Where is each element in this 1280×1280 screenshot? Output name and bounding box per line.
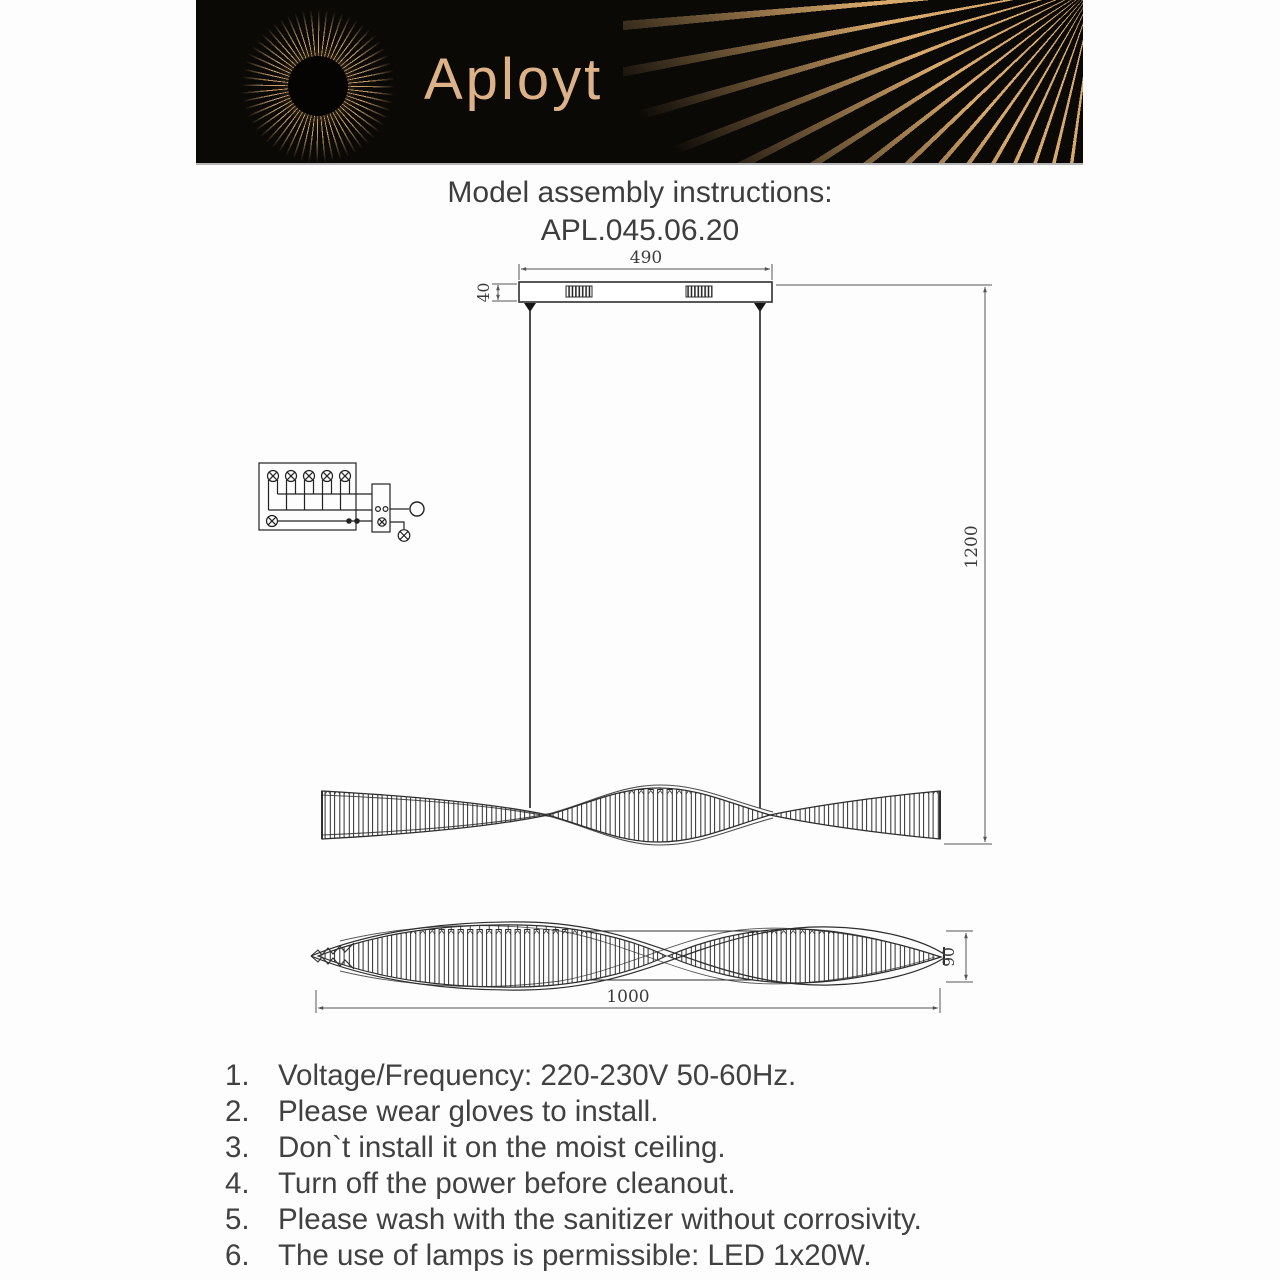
terminal-block — [372, 484, 390, 532]
list-item — [225, 1094, 1225, 1130]
canopy-vent-right — [686, 286, 712, 297]
item-text: Please wash with the sanitizer without corrosivity. — [278, 1203, 922, 1236]
item-text: Voltage/Frequency: 220-230V 50-60Hz. — [278, 1059, 797, 1092]
item-text: The use of lamps is permissible: LED 1x20W. — [278, 1239, 872, 1272]
page-title: Model assembly instructions: — [447, 176, 833, 209]
lamp-symbol-icon — [398, 530, 410, 542]
canopy-top-view — [519, 282, 772, 312]
item-text: Please wear gloves to install. — [278, 1095, 659, 1128]
item-number: 5. — [225, 1203, 250, 1236]
list-item — [225, 1202, 1225, 1238]
item-number: 4. — [225, 1167, 250, 1200]
dim-drop-height — [776, 285, 992, 844]
suspension-wires — [530, 308, 760, 808]
fixture-side-view — [311, 922, 944, 990]
dim-label-1200: 1200 — [962, 525, 982, 569]
dim-label-90: 90 — [940, 947, 958, 967]
list-item — [225, 1166, 1225, 1202]
item-number: 6. — [225, 1239, 250, 1272]
canopy-vent-left — [566, 286, 592, 297]
list-item — [225, 1130, 1225, 1166]
wiring-diagram — [259, 463, 424, 541]
dim-canopy-height — [492, 284, 517, 301]
fixture-front-view — [322, 785, 940, 845]
dim-label-490: 490 — [629, 248, 663, 268]
brand-wordmark: Aployt — [424, 47, 604, 112]
dim-label-40: 40 — [475, 282, 493, 303]
list-item — [225, 1058, 1225, 1094]
dim-label-1000: 1000 — [606, 987, 650, 1007]
list-item — [225, 1238, 1225, 1274]
item-number: 3. — [225, 1131, 250, 1164]
instructions-list — [225, 1058, 1225, 1274]
lamp-symbol-icon — [268, 471, 351, 482]
model-number: APL.045.06.20 — [540, 214, 740, 247]
item-text: Turn off the power before cleanout. — [278, 1167, 736, 1200]
item-number: 2. — [225, 1095, 250, 1128]
ring-terminal-icon — [410, 502, 424, 516]
item-number: 1. — [225, 1059, 250, 1092]
item-text: Don`t install it on the moist ceiling. — [278, 1131, 726, 1164]
